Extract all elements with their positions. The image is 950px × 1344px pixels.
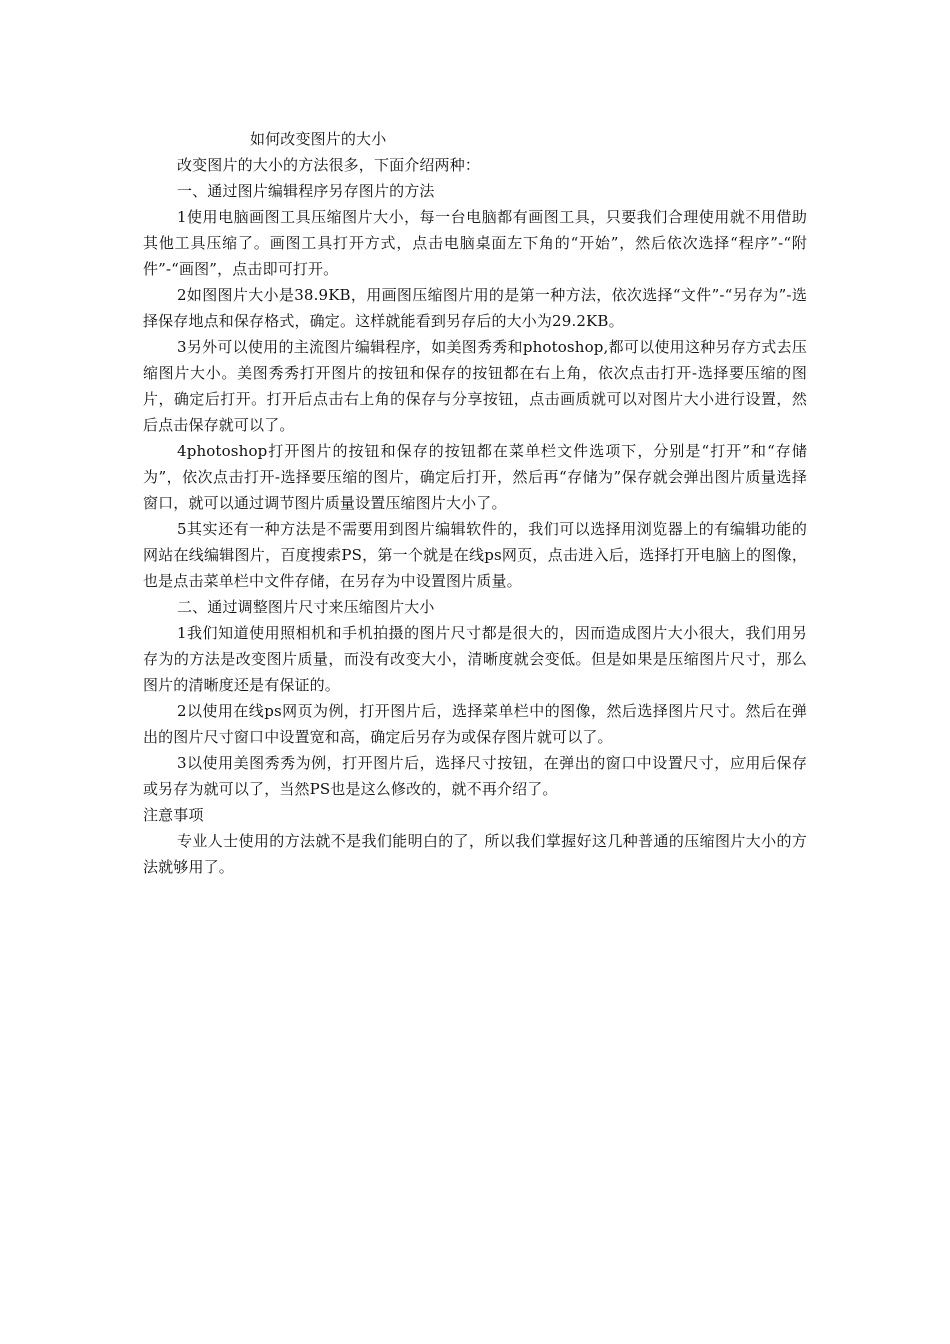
section1-item-1: 1使用电脑画图工具压缩图片大小，每一台电脑都有画图工具，只要我们合理使用就不用借助其他工具压缩了。画图工具打开方式，点击电脑桌面左下角的“开始”，然后依次选择“程序”-“附件”-“画图”，点击即可打开。: [143, 208, 807, 278]
notes-heading: 注意事项: [143, 806, 204, 824]
section1-item-2: 2如图图片大小是38.9KB，用画图压缩图片用的是第一种方法，依次选择“文件”-“另存为”-选择保存地点和保存格式，确定。这样就能看到另存后的大小为29.2KB。: [143, 286, 807, 330]
section2-item-3: 3以使用美图秀秀为例，打开图片后，选择尺寸按钮，在弹出的窗口中设置尺寸，应用后保存或另存为就可以了，当然PS也是这么修改的，就不再介绍了。: [143, 754, 807, 798]
section1-item-5: 5其实还有一种方法是不需要用到图片编辑软件的，我们可以选择用浏览器上的有编辑功能的网站在线编辑图片，百度搜索PS，第一个就是在线ps网页，点击进入后，选择打开电脑上的图像，也是点击菜单栏中文件存储，在另存为中设置图片质量。: [143, 520, 807, 590]
section2-item-1: 1我们知道使用照相机和手机拍摄的图片尺寸都是很大的，因而造成图片大小很大，我们用另存为的方法是改变图片质量，而没有改变大小，清晰度就会变低。但是如果是压缩图片尺寸，那么图片的清晰度还是有保证的。: [143, 624, 807, 694]
section1-item-3: 3另外可以使用的主流图片编辑程序，如美图秀秀和photoshop,都可以使用这种另存方式去压缩图片大小。美图秀秀打开图片的按钮和保存的按钮都在右上角，依次点击打开-选择要压缩的图片，确定后打开。打开后点击右上角的保存与分享按钮，点击画质就可以对图片大小进行设置，然后点击保存就可以了。: [143, 338, 807, 434]
intro-paragraph: 改变图片的大小的方法很多，下面介绍两种：: [177, 156, 481, 174]
section2-heading: 二、通过调整图片尺寸来压缩图片大小: [177, 598, 435, 616]
document-body: [143, 126, 807, 880]
section1-heading: 一、通过图片编辑程序另存图片的方法: [177, 182, 435, 200]
section1-item-4: 4photoshop打开图片的按钮和保存的按钮都在菜单栏文件选项下，分别是“打开”和“存储为”，依次点击打开-选择要压缩的图片，确定后打开，然后再“存储为”保存就会弹出图片质量选择窗口，就可以通过调节图片质量设置压缩图片大小了。: [143, 442, 807, 512]
notes-paragraph: 专业人士使用的方法就不是我们能明白的了，所以我们掌握好这几种普通的压缩图片大小的方法就够用了。: [143, 832, 807, 876]
document-title: 如何改变图片的大小: [250, 130, 387, 148]
section2-item-2: 2以使用在线ps网页为例，打开图片后，选择菜单栏中的图像，然后选择图片尺寸。然后在弹出的图片尺寸窗口中设置宽和高，确定后另存为或保存图片就可以了。: [143, 702, 807, 746]
